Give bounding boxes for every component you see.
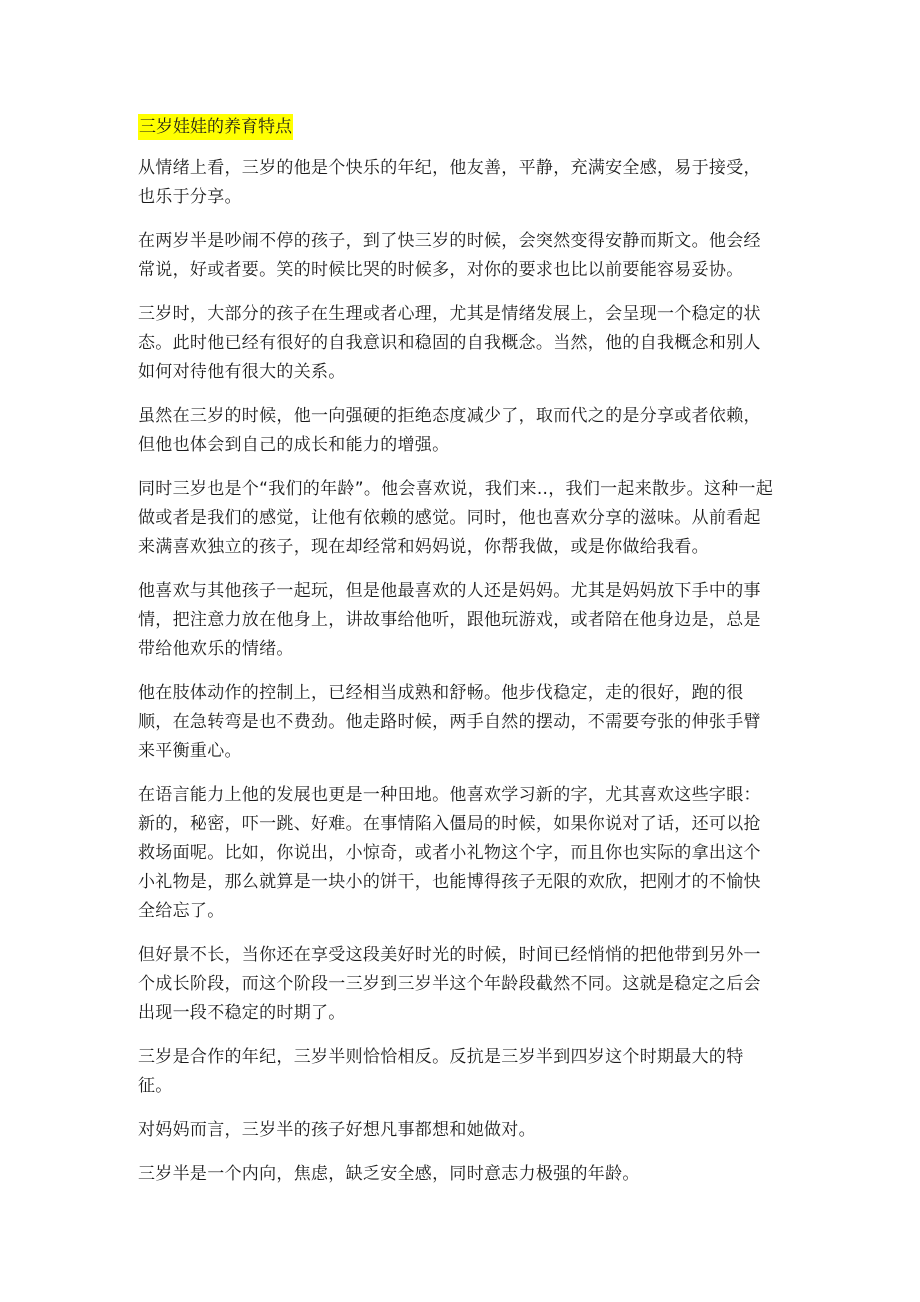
document-body xyxy=(138,114,778,1204)
paragraph-sharing: 虽然在三岁的时候，他一向强硬的拒绝态度减少了，取而代之的是分享或者依赖，但他也体会到自己的成长和能力的增强。 xyxy=(138,406,761,455)
paragraph-emotion: 从情绪上看，三岁的他是个快乐的年纪，他友善，平静，充满安全感，易于接受，也乐于分享。 xyxy=(138,158,761,207)
paragraph-introverted: 三岁半是一个内向，焦虑，缺乏安全感，同时意志力极强的年龄。 xyxy=(138,1164,640,1184)
paragraph-stable-state: 三岁时，大部分的孩子在生理或者心理，尤其是情绪发展上，会呈现一个稳定的状态。此时他已经有很好的自我意识和稳固的自我概念。当然，他的自我概念和别人如何对待他有很大的关系。 xyxy=(138,304,761,382)
paragraph-language: 在语言能力上他的发展也更是一种田地。他喜欢学习新的字，尤其喜欢这些字眼：新的，秘密，吓一跳、好难。在事情陷入僵局的时候，如果你说对了话，还可以抢救场面呢。比如，你说出，小惊奇，或者小礼物这个字，而且你也实际的拿出这个小礼物是，那么就算是一块小的饼干，也能博得孩子无限的欢欣，把刚才的不愉快全给忘了。 xyxy=(138,785,761,921)
paragraph-mother: 他喜欢与其他孩子一起玩，但是他最喜欢的人还是妈妈。尤其是妈妈放下手中的事情，把注意力放在他身上，讲故事给他听，跟他玩游戏，或者陪在他身边是，总是带给他欢乐的情绪。 xyxy=(138,581,761,659)
paragraph-cooperation: 三岁是合作的年纪，三岁半则恰恰相反。反抗是三岁半到四岁这个时期最大的特征。 xyxy=(138,1047,744,1096)
paragraph-our-age: 同时三岁也是个“我们的年龄”。他会喜欢说，我们来..，我们一起来散步。这种一起做或者是我们的感觉，让他有依赖的感觉。同时，他也喜欢分享的滋味。从前看起来满喜欢独立的孩子，现在却经常和妈妈说，你帮我做，或是你做给我看。 xyxy=(138,479,774,557)
paragraph-motor-control: 他在肢体动作的控制上，已经相当成熟和舒畅。他步伐稳定，走的很好，跑的很顺，在急转弯是也不费劲。他走路时候，两手自然的摆动，不需要夸张的伸张手臂来平衡重心。 xyxy=(138,683,761,761)
paragraph-opposition: 对妈妈而言，三岁半的孩子好想凡事都想和她做对。 xyxy=(138,1120,536,1140)
paragraph-next-stage: 但好景不长，当你还在享受这段美好时光的时候，时间已经悄悄的把他带到另外一个成长阶段，而这个阶段一三岁到三岁半这个年龄段截然不同。这就是稳定之后会出现一段不稳定的时期了。 xyxy=(138,945,761,1023)
document-title: 三岁娃娃的养育特点 xyxy=(138,114,293,140)
paragraph-two-and-half: 在两岁半是吵闹不停的孩子，到了快三岁的时候，会突然变得安静而斯文。他会经常说，好或者要。笑的时候比哭的时候多，对你的要求也比以前要能容易妥协。 xyxy=(138,231,761,280)
